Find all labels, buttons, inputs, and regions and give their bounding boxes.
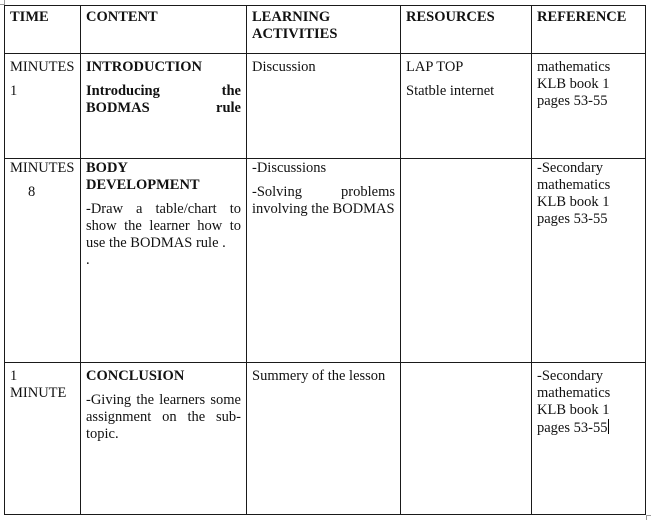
resources-cell: [401, 159, 532, 363]
header-reference: REFERENCE: [532, 6, 646, 54]
time-cell: [5, 363, 81, 515]
table-header-row: [5, 6, 646, 54]
reference-cell: [532, 159, 646, 363]
activities-cell: [247, 54, 401, 159]
time-unit: MINUTES: [10, 160, 75, 176]
activity-text: Discussion: [252, 59, 316, 75]
resource-text: Statble internet: [406, 83, 495, 99]
activities-cell: [247, 363, 401, 515]
activities-cell: [247, 159, 401, 363]
time-unit: MINUTES: [10, 59, 75, 75]
activity-text: -Discussions: [252, 160, 327, 176]
header-learning-activities: LEARNING ACTIVITIES: [247, 6, 401, 54]
header-time: TIME: [5, 6, 81, 54]
time-value: 8: [28, 184, 36, 200]
text-cursor: [608, 419, 609, 434]
content-cell: [81, 159, 247, 363]
resources-cell: [401, 54, 532, 159]
section-title: CONCLUSION: [86, 368, 185, 384]
content-text: -Giving the learners some assignment on the sub-topic.: [86, 392, 241, 442]
table-row: [5, 159, 646, 363]
reference-text: -Secondary mathematics KLB book 1 pages 53-55: [537, 368, 611, 436]
section-title: BODY DEVELOPMENT: [86, 160, 200, 193]
header-resources: RESOURCES: [401, 6, 532, 54]
table-row: [5, 363, 646, 515]
content-cell: [81, 54, 247, 159]
resource-text: LAP TOP: [406, 59, 464, 75]
table-row: [5, 54, 646, 159]
section-title: INTRODUCTION: [86, 59, 203, 75]
reference-cell: [532, 363, 646, 515]
time-cell: [5, 54, 81, 159]
reference-text: -Secondary mathematics KLB book 1 pages 53-55: [537, 160, 611, 227]
content-text: Introducing the BODMAS rule: [86, 83, 241, 116]
content-text: -Draw a table/chart to show the learner how to use the BODMAS rule .: [86, 201, 241, 251]
content-extra: .: [86, 252, 90, 268]
lesson-plan-table: [4, 5, 646, 515]
time-cell: [5, 159, 81, 363]
content-cell: [81, 363, 247, 515]
resources-cell: [401, 363, 532, 515]
header-content: CONTENT: [81, 6, 247, 54]
reference-text: mathematics KLB book 1 pages 53-55: [537, 59, 611, 109]
time-value: 1: [10, 368, 18, 384]
time-unit: MINUTE: [10, 385, 67, 401]
page-corner-marker: [646, 515, 651, 520]
reference-cell: [532, 54, 646, 159]
activity-text: Summery of the lesson: [252, 368, 386, 384]
time-value: 1: [10, 83, 18, 99]
activity-text: -Solving problems involving the BODMAS: [252, 184, 395, 217]
